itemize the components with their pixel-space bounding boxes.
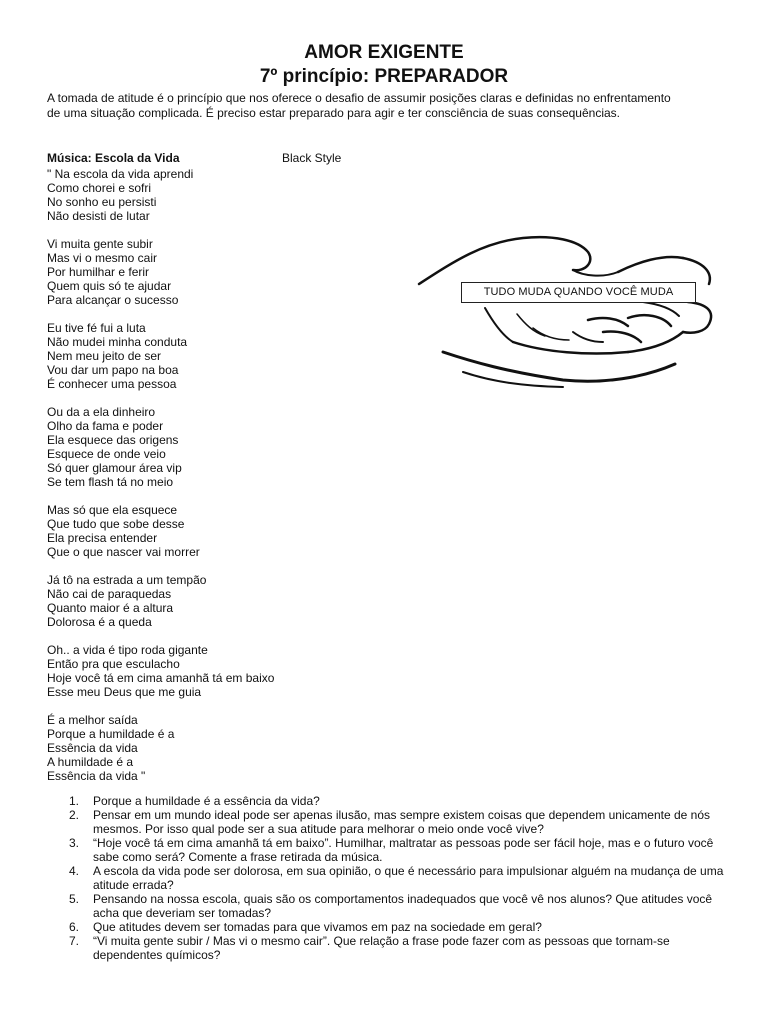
question-text: Porque a humildade é a essência da vida? (93, 794, 320, 808)
lyrics-line: Que o que nascer vai morrer (47, 545, 200, 559)
question-item (47, 836, 727, 864)
lyrics-stanza (47, 643, 407, 699)
question-text: “Vi muita gente subir / Mas vi o mesmo cair”. Que relação a frase pode fazer com as pessoas que tornam-se dependentes químicos? (93, 934, 670, 962)
lyrics-line: Já tô na estrada a um tempão (47, 573, 207, 587)
question-item (47, 808, 727, 836)
lyrics-line: Não desisti de lutar (47, 209, 150, 223)
lyrics-line: Vi muita gente subir (47, 237, 153, 251)
lyrics-line: Essência da vida " (47, 769, 146, 783)
question-item (47, 934, 727, 962)
question-number: 1. (69, 794, 80, 808)
lyrics-line: Então pra que esculacho (47, 657, 180, 671)
lyrics-line: Ou da a ela dinheiro (47, 405, 156, 419)
question-text: “Hoje você tá em cima amanhã tá em baixo”. Humilhar, maltratar as pessoas pode ser fácil hoje, mas e o futuro você sabe como será? Comente a frase retirada da música. (93, 836, 714, 864)
question-text: Pensar em um mundo ideal pode ser apenas ilusão, mas sempre existem coisas que dependem unicamente de nós mesmos. Por isso qual pode ser a sua atitude para melhorar o meio onde você vive? (93, 808, 711, 836)
lyrics-line: Quem quis só te ajudar (47, 279, 172, 293)
question-text: Que atitudes devem ser tomadas para que vivamos em paz na sociedade em geral? (93, 920, 542, 934)
lyrics-line: Que tudo que sobe desse (47, 517, 185, 531)
lyrics-line: Vou dar um papo na boa (47, 363, 179, 377)
lyrics-line: Olho da fama e poder (47, 419, 164, 433)
question-number: 2. (69, 808, 80, 822)
lyrics-line: Esquece de onde veio (47, 447, 166, 461)
question-number: 3. (69, 836, 80, 850)
lyrics-line: Para alcançar o sucesso (47, 293, 179, 307)
question-list (47, 794, 727, 962)
hand-banner-text: TUDO MUDA QUANDO VOCÊ MUDA (461, 282, 696, 303)
intro-paragraph: A tomada de atitude é o princípio que nos oferece o desafio de assumir posições claras e definidas no enfrentamento de uma situação complicada. É preciso estar preparado para agir e ter consciência de suas consequências. (47, 91, 671, 120)
question-item (47, 920, 727, 934)
lyrics-stanza (47, 237, 407, 307)
question-number: 6. (69, 920, 80, 934)
open-hand-icon (413, 232, 723, 390)
song-title: Música: Escola da Vida (47, 151, 180, 165)
lyrics-line: Ela precisa entender (47, 531, 158, 545)
lyrics-line: Ela esquece das origens (47, 433, 179, 447)
page-subtitle: 7º princípio: PREPARADOR (259, 66, 509, 87)
lyrics-line: É conhecer uma pessoa (47, 377, 177, 391)
lyrics-line: Essência da vida (47, 741, 138, 755)
lyrics-line: Não cai de paraquedas (47, 587, 172, 601)
lyrics-line: Esse meu Deus que me guia (47, 685, 202, 699)
lyrics-line: No sonho eu persisti (47, 195, 157, 209)
page-title: AMOR EXIGENTE (304, 42, 464, 63)
lyrics-line: Mas vi o mesmo cair (47, 251, 158, 265)
lyrics-line: Como chorei e sofri (47, 181, 152, 195)
lyrics-line: Se tem flash tá no meio (47, 475, 174, 489)
lyrics-line: Hoje você tá em cima amanhã tá em baixo (47, 671, 275, 685)
lyrics-line: Oh.. a vida é tipo roda gigante (47, 643, 208, 657)
song-header (47, 151, 647, 165)
question-number: 5. (69, 892, 80, 906)
lyrics-line: Só quer glamour área vip (47, 461, 182, 475)
lyrics-line: Dolorosa é a queda (47, 615, 152, 629)
lyrics-line: Nem meu jeito de ser (47, 349, 162, 363)
question-number: 4. (69, 864, 80, 878)
question-text: A escola da vida pode ser dolorosa, em sua opinião, o que é necessário para impulsionar alguém na mudança de uma atitude errada? (93, 864, 724, 892)
lyrics-line: Eu tive fé fui a luta (47, 321, 146, 335)
lyrics-stanza (47, 167, 407, 223)
lyrics-stanza (47, 503, 407, 559)
hand-illustration (413, 232, 723, 390)
lyrics-line: Mas só que ela esquece (47, 503, 178, 517)
lyrics-line: É a melhor saída (47, 713, 138, 727)
lyrics-stanza (47, 321, 407, 391)
question-text: Pensando na nossa escola, quais são os comportamentos inadequados que você vê nos alunos? Que atitudes você acha que deveriam ser tomadas? (93, 892, 713, 920)
lyrics-stanza (47, 405, 407, 489)
song-lyrics (47, 167, 407, 797)
lyrics-line: A humildade é a (47, 755, 134, 769)
lyrics-stanza (47, 573, 407, 629)
question-number: 7. (69, 934, 80, 948)
question-item (47, 794, 727, 808)
lyrics-stanza (47, 713, 407, 783)
lyrics-line: Quanto maior é a altura (47, 601, 174, 615)
lyrics-line: Por humilhar e ferir (47, 265, 150, 279)
lyrics-line: Não mudei minha conduta (47, 335, 188, 349)
song-artist: Black Style (282, 151, 342, 165)
question-item (47, 892, 727, 920)
lyrics-line: Porque a humildade é a (47, 727, 175, 741)
question-item (47, 864, 727, 892)
lyrics-line: " Na escola da vida aprendi (47, 167, 194, 181)
